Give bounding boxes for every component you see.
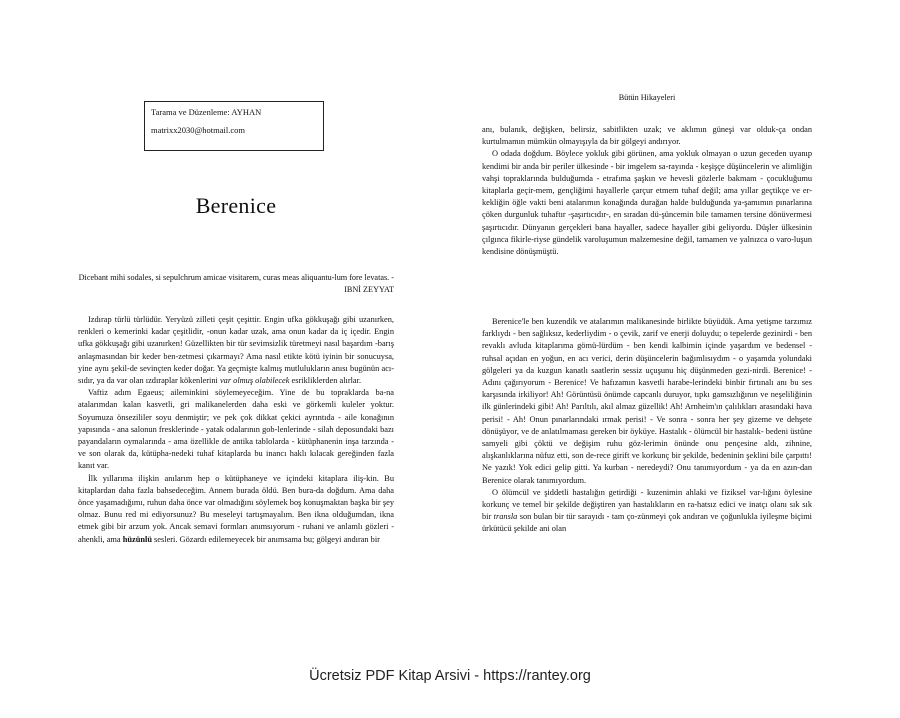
paragraph: O odada doğdum. Böylece yokluk gibi görünen, ama yokluk olmayan o uzun geceden uyanıp kendimi bir anda bir periler ülkesinde - bir imgelem sa-rayında - keşişçe düşüncelerin ve alimliğin vahşi topraklarında bulduğumda - etrafıma şaşkın ve hevesli gözlerle bakmam - çocukluğumu kitaplarla geçir-mem, gençliğimi hayallerle çarçur etmem tuhaf değil; ama yıllar geçtikçe ve er-kekliğin öğle vakti beni atalarımın konağında durağan halde bulduğunda ya-şamımın pınarlarına çöken durgunluk tuhaftır -şaşırtıcıdır-, en sıradan dü-şüncemin bile tamamen tersine dönüvermesi şaşırtıcıdır. Dünyanın gerçekleri bana hayaller, sadece hayaller gibi geliyordu. Düşler ülkesinin çılgınca fikirle-riyse gündelik varoluşumun malzemesine değil, tamamen ve yalnızca o varo-luşun kendisine dönüşmüştü.: [482, 149, 812, 257]
paragraph: Izdırap türlü türlüdür. Yeryüzü zilleti çeşit çeşittir. Engin ufka gökkuşağı gibi uzanırken, renkleri o kemerinki kadar çeşitlidir, -onun kadar uzak, ama onun kadar da iç içedir. Engin ufka gökkuşağı gibi uzanırken! Güzellikten bir tür sevimsizlik türetmeyi nasıl başardım -barış anlaşmasından bir keder ben-zetmesi çıkarmayı? Ama nasıl etikte kötü iyinin bir sonucuysa, yine aynı şekil-de sevinçten keder doğar. Ya geçmişte kalmış mutlulukların anısı bugünün acı-sıdır, ya da var olan ızdıraplar kökenlerini var olmuş olabilecek esrikliklerden alırlar.: [78, 315, 394, 386]
left-page: [78, 0, 394, 660]
footer-watermark: Ücretsiz PDF Kitap Arsivi - https://rantey.org: [309, 668, 591, 684]
running-header: Bütün Hikayeleri: [618, 93, 676, 102]
paragraph: Berenice'le ben kuzendik ve atalarımın malikanesinde birlikte büyüdük. Ama yetişme tarzımız farklıydı - ben sağlıksız, kederliydim - o çevik, zarif ve enerji doluydu; o tepelerde gezinirdi - ben revaklı avluda kitaplarıma gömü-lürdüm - ben kendi kalbimin içinde yaşardım ve bedensel - ruhsal açıdan en yoğun, en acı verici, derin düşüncelerin bağımlısıydım - o yaşamda yolundaki gölgeleri ya da kuzgun kanatlı saatlerin sessiz uçuşunu hiç düşünmeden gezi-nirdi. Berenice! - Adını çağırıyorum - Berenice! Ve hafızamın kasvetli harabe-lerindeki binbir fırtınalı anı bu ses karşısında irkiliyor! Ah! Görüntüsü önümde capcanlı duruyor, tıpkı gamsızlığının ve neşeliliğinin ilk günlerindeki gibi! Ah! Parıltılı, akıl almaz güzellik! Ah! Arnheim'ın çalılıkları arasındaki hava perisi! - Ah! Onun pınarlarındaki ırmak perisi! - Ve sonra - sonra her şey gizeme ve dehşete dönüşüyor, ve de anlatılmaması gereken bir öyküye. Hastalık - ölümcül bir hastalık- bedeni üstüne samyeli gibi çöktü ve değişim ruhu göz-lerimin önünde onu pençesine aldı, zihnine, alışkanlıklarına nüfuz etti, son de-rece girift ve korkunç bir şekilde, bedeninin şeklini bile çarpıttı! Ne yazık! Yok edici gelip gitti. Ya kurban - neredeydi? Onu tanımıyordum - ya da en azın-dan Berenice olarak tanımıyordum.: [482, 317, 812, 485]
left-body-text: [78, 314, 394, 546]
right-page: [482, 0, 812, 660]
credit-line-email: matrixx2030@hotmail.com: [151, 125, 245, 136]
bold-word: hüzünlü: [122, 534, 152, 544]
paragraph: İlk yıllarıma ilişkin anılarım hep o kütüphaneye ve içindeki kitaplara iliş-kin. Bu kitaplardan daha fazla bahsedeceğim. Annem burada öldü. Ben bura-da doğdum. Ama daha önce yaşamadığımı, ruhun daha önce var olmadığını söylemek boş konuşmaktan başka bir şey olmaz. Bunu red mi ediyorsunuz? Bu meseleyi tartışmayalım. Ben ikna olduğumdan, ikna etmek gibi bir arzum yok. Ancak semavi formları anımsıyorum - ruhani ve anlamlı gözleri - ahenkli, ama hüzünlü sesleri. Gözardı edilemeyecek bir anımsama bu; gölgeyi andıran bir: [78, 473, 394, 544]
italic-word: transla: [493, 512, 518, 522]
scan-credit-box: [144, 101, 324, 151]
right-body-block-1: [482, 124, 812, 258]
epigraph: [78, 272, 394, 296]
paragraph: anı, bulanık, değişken, belirsiz, sabitlikten uzak; ve aklımın güneşi var olduk-ça ondan kurtulmamın mümkün olmayışıyla da bir gölgeyi andırıyor.: [482, 125, 812, 147]
epigraph-text: Dicebant mihi sodales, si sepulchrum amicae visitarem, curas meas aliquantu-lum fore levatas.: [78, 273, 390, 282]
credit-line-name: Tarama ve Düzenleme: AYHAN: [151, 107, 262, 117]
story-title: Berenice: [195, 193, 277, 218]
italic-phrase: var olmuş olabilecek: [219, 376, 290, 386]
epigraph-author: - IBNİ ZEYYAT: [344, 273, 394, 294]
paragraph: Vaftiz adım Egaeus; aileminkini söylemeyeceğim. Yine de bu topraklarda ba-na atalarımdan kalan kasvetli, gri malikanelerden daha eski ve görkemli kuleler yoktur. Soyumuza önsezililer soyu denmiştir; ve pek çok dikkat çekici ayrıntıda - aile konağının yapısında - ana salonun fresklerinde - yatak odalarının gob-lenlerinde - silah deposundaki bazı payandaların oymalarında - ama özellikle de antika tablolarda - kütüphanenin inşa tarzında - ve son olarak da, kütüpha-nedeki tuhaf kitaplarda bu inancı haklı kılacak gereğinden fazla kanıt var.: [78, 388, 394, 471]
right-body-block-2: [482, 316, 812, 536]
paragraph: O ölümcül ve şiddetli hastalığın getirdiği - kuzenimin ahlaki ve fiziksel var-lığını öylesine korkunç ve temel bir şekilde değiştiren yan hastalıkların en ra-hatsız edici ve inatçı olanı sık sık bir transla son bulan bir tür sarayıdı - tam ço-zünmeyi çok andıran ve çoğunlukla iyileşme biçimi ürkütücü şekilde ani olan: [482, 487, 813, 534]
